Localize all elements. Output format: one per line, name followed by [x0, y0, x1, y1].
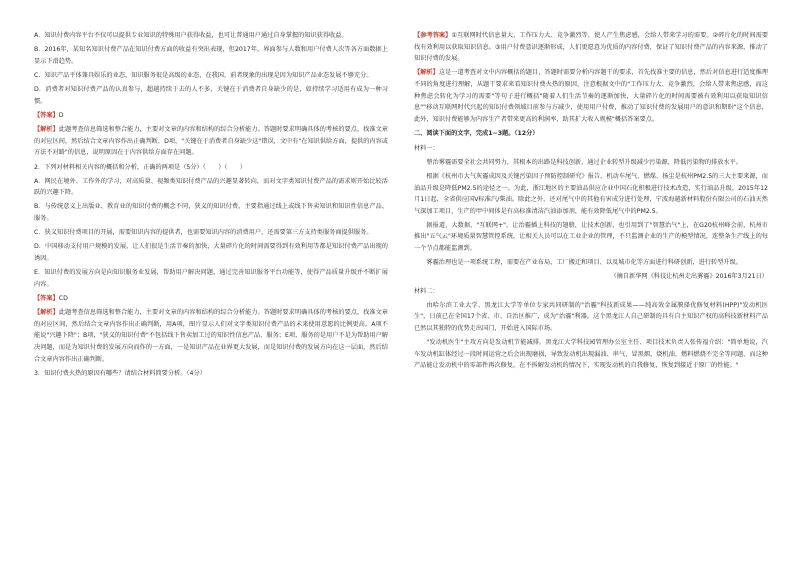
paragraph — [34, 227, 388, 239]
paragraph — [414, 143, 768, 155]
paragraph — [34, 70, 388, 82]
paragraph-text: C．狭义知识付费项目的开展，需要知识内容的提供者，也需要知识内容的消费用户，还需要第三方支持类服务商提供服务。 — [34, 229, 373, 237]
answer-tag: 【答案】 — [34, 111, 59, 119]
paragraph — [34, 44, 388, 67]
answer-block — [414, 67, 768, 125]
paragraph-text: 这是一道考查对文中内容概括的题目，答题时需要分析内容题干的要求，首先找准主要的信息，然后对信息进行适度推理不同的角度进行理解，从题干要求来看知识付费火热的原因，注意根据文中的"工作压力大、竞争激烈，会给人带来焦虑感，而这种焦虑会转化为学习的需要"等句子进行概括"随着人们生活节奏的逐渐加快，大量碎片化的时间需要被有效利用以获取知识信息""移动互联网时代兴起的知识付费领域目前参与方减少，使用用户付费，推动了知识付费的发展用户的意识和期盼"这个信息，此外，知识付费能够为内容生产者带来更高的利润率，助其扩大收入规模"概括答案要点。 — [414, 69, 768, 123]
paragraph — [34, 162, 388, 174]
paragraph — [34, 176, 388, 199]
paragraph-text: 由哈尔滨工业大学、黑龙江大学等单位专家共同研制的"治霾"科技新成果——纯高效金属膜择优修复材料(HPP)"发动机医生"，日前已在全国17个省、市、自治区推广，成为"治霾"利器。这个黑龙江人自己研制的具有自主知识产权的高科技新材料产品已然以其独特的优势走出国门，开始进入国际市场。 — [414, 301, 768, 332]
paragraph — [414, 220, 768, 255]
paragraph-text: "发动机医生"主攻方向是发动机节能减排。黑龙江大学科技园管理办公室主任、项目技术负责人张传福介绍："简单地说，汽车发动机缸体经过一段时间运营之后会出现磨损，导致发动机出现漏油、串气、冒黑烟、烧机油、燃料燃烧不完全等问题，而这种产品能让发动机中的零部件再次修复，在不拆解发动机的情况下，实现发动机的自我修复，恢复到接近于原厂的性能。" — [414, 339, 768, 370]
paragraph-text: 二、阅读下面的文字，完成1~3题。（12分） — [414, 129, 539, 137]
paragraph — [34, 241, 388, 264]
paragraph-text: D．中国移动支付用户规模的发展，让人们很是生活节奏的加快，大量碎片化的时间需要得到有效利用等都是知识付费产品出现的诱因。 — [34, 243, 388, 263]
paragraph-text: A．网民在境外、工作外的学习，对高质量、视频类知识付费产品的兴趣显著转向，而对文字类知识付费产品的需求则开始比较活跃的兴趣下降。 — [34, 177, 388, 197]
paragraph — [34, 84, 388, 107]
paragraph — [34, 368, 388, 380]
paragraph-text: 据报道，大数据、"互联网+"，让治霾插上科技的翅膀，让技术创新，也引用到了"智慧治气"上，在G20杭州峰会前，杭州市推出"五气云"环境质量智慧管控系统，让相关人员可以在工业企业的管理，不只监测企业的生产的模型情况，连整条生产线上的每一个节点都能监测到。 — [414, 221, 768, 253]
paragraph-text: 材料一： — [414, 144, 439, 152]
answer-tag: 【参考答案】 — [414, 32, 452, 39]
paragraph-text: （摘自新华网《科技让杭州走出雾霾》2016年3月21日） — [610, 273, 768, 281]
paragraph-text: 2．下列对材料相关内容的概括和分析，正确的两项是（5分）（ ）（ ） — [34, 163, 247, 171]
paragraph-text: 3．知识付费火热的原因有哪些？请结合材料简要分析。（4分） — [34, 369, 206, 377]
paragraph-text: ①互联网时代信息量大，工作压力大、竞争激烈等，使人产生焦虑感，会给人带来学习的需要。②碎片化的时间需要找有效利用以获取知识信息。③用户付费意识逐渐形成，人们更愿意为优质的内容付费，保证了知识付费产品的内容来源，推动了知识付费的发展。 — [414, 32, 769, 63]
paragraph — [414, 128, 768, 140]
answer-block — [34, 110, 388, 122]
paragraph — [414, 257, 768, 269]
paragraph — [414, 300, 768, 335]
answer-tag: 【答案】 — [34, 295, 59, 302]
answer-block — [34, 307, 388, 365]
paragraph — [414, 337, 768, 372]
paragraph-text: 此题考查信息筛选和整合能力，主要对文章的内容和结构的综合分析能力。答题时要求明确具体的考核的要点，找准文章的对应区间，然后结合文章内容作出正确判断，D项，"关键在于消费者自身缺少这"错误，文中有"在知识供给方面，提供的内容或方法不对路"的信息，说明原因在于内容供给方面存在问题。 — [34, 126, 388, 157]
answer-tag: 【解析】 — [414, 69, 439, 77]
paragraph-text: B．与传统意义上出版业、教育业的知识付费的概念不同，狭义的知识付费，主要指通过线上或线下售卖知识和知识性信息产品、服务。 — [34, 203, 388, 223]
paragraph-text: D．消费者对知识付费产品的认真参与，超越持续于去的人不多，关键在于消费者自身缺少的是，如持续学习适用有成为一种习惯。 — [34, 86, 388, 105]
paragraph-text: 根据《杭州市大气灰霾成因及关键污染因子预防控制研究》报告，机动车尾气、燃煤、扬尘是杭州PM2.5的三大主要来源，而油品升级是降低PM2.5的途径之一。为此，浙江地区的主要油品供应企业中国石化积极进行技术改造，实行油品升级，2015年12月1日起，全省供应国V标准汽/柴油。除此之外，还对尾气中的其他有害成分进行处理，宁波海越新材料股份有限公司的石油天然气深加工项目，生产的甲中间体是有高标准清洁汽油添加剂，能有效降低尾气中的PM2.5。 — [414, 172, 768, 215]
paragraph — [34, 267, 388, 290]
paragraph — [34, 30, 388, 42]
left-column — [34, 30, 388, 552]
paragraph-text: CD — [58, 295, 68, 302]
answer-block — [414, 30, 768, 65]
paragraph-text: E．知识付费的发展方向是向知识服务业发展，帮助用户解决问题，通过完善知识服务平台功能等，使得产品质量升级并不断扩展内容。 — [34, 269, 388, 288]
paragraph-text: 整治雾霾需要全社会共同努力，其根本的出路是科技创新，通过企业转型升级减少污染源，降低污染物的排放水平。 — [426, 158, 742, 166]
answer-tag: 【解析】 — [34, 309, 59, 317]
paragraph-text: 此题考查信息筛选和整合能力，主要对文章的内容和结构的综合分析能力。答题时要求明确具体的考核的要点，找准文章的对应区间，然后结合文章内容作出正确判断，用A项，图片显示人们对文字类知识付费产品的未来使用意愿的比例更高。A项不能说"兴趣下降"；B项，"狭义的知识付费"不包括线下售卖加工过的知识性信息产品、服务；E项，服务的是用户不是为帮助用户解决问题，而是为知识付费的发展方向而作的一方面，一是知识产品在业界更大发展，而是知识付费的发展方向在这一层面，然后结合文章内容作出正确判断。 — [34, 309, 388, 363]
paragraph-text: A．知识付费内容平台不仅可以提供专业知识的特殊用户获得收益，也可让普通用户通过自身掌握的知识获得收益。 — [34, 32, 348, 39]
paragraph-text: B．2016年，某知名知识付费产品在知识付费方面的收益有突出表现，但2017年，界面参与人数和用户付费人次等各方面数据上显示下滑趋势。 — [34, 46, 388, 65]
paragraph-text: C．知识产品平体兼具娱乐的业态，知识服务很是高级的业态，在我国，前者现象的出现是因为知识产品业态发展不够充分。 — [34, 71, 373, 79]
paragraph — [34, 201, 388, 224]
right-column — [414, 30, 768, 552]
answer-block — [34, 124, 388, 159]
paragraph-text: 雾霾治理也是一项系统工程，需要在产业布局、工厂搬迁和项目、以及城市化等方面进行科研创新，进行转型升级。 — [426, 259, 742, 267]
paragraph — [414, 157, 768, 169]
paragraph-text: D — [58, 111, 64, 119]
paragraph — [414, 286, 768, 298]
paragraph — [414, 171, 768, 217]
paragraph-text: 材料二： — [414, 287, 439, 295]
paragraph — [414, 271, 768, 283]
answer-block — [34, 293, 388, 305]
answer-tag: 【解析】 — [34, 126, 59, 134]
